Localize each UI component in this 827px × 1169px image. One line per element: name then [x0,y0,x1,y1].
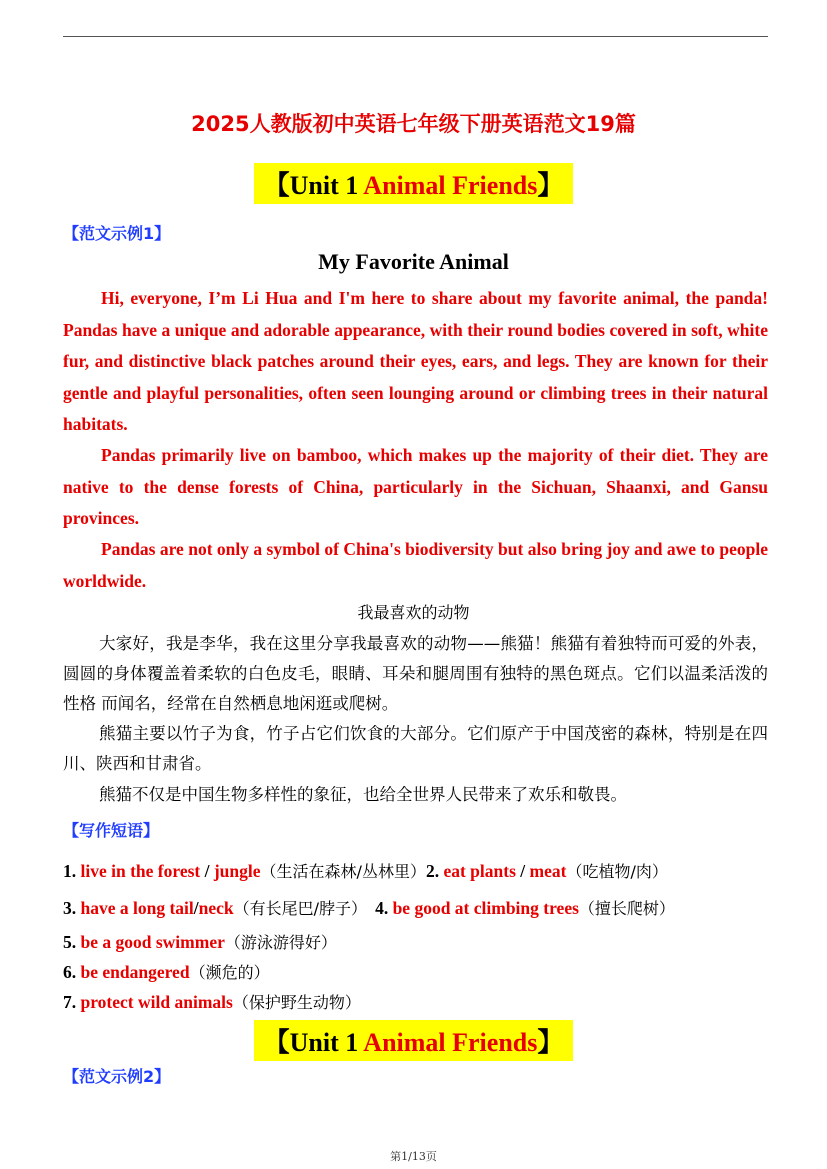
translation-paragraph-3: 熊猫不仅是中国生物多样性的象征，也给全世界人民带来了欢乐和敬畏。 [99,785,627,804]
phrase-5-en: be a good swimmer [80,932,225,952]
phrase-6-num: 6. [63,962,81,982]
document-title: 2025人教版初中英语七年级下册英语范文19篇 [191,112,636,136]
phrase-2-en-b: meat [529,861,567,881]
header-rule [63,36,768,37]
phrase-1-en-b: jungle [213,861,261,881]
phrase-1-num: 1. [63,861,81,881]
phrase-3-sep: / [193,898,199,918]
phrase-2-en-a: eat plants [443,861,516,881]
phrase-1-sep: / [200,861,214,881]
phrase-4-cn: （擅长爬树） [578,899,675,918]
unit-banner-box [254,163,574,204]
unit-banner [0,163,827,204]
phrase-line-2 [63,896,783,919]
phrase-line-1 [63,859,783,882]
phrase-3-en-b: neck [198,898,234,918]
phrase-1-cn: （生活在森林/丛林里） [260,862,426,881]
phrase-3-cn: （有长尾巴/脖子） [233,899,368,918]
example-tag-2: 【范文示例2】 [63,1067,171,1086]
phrase-7-cn: （保护野生动物） [232,993,361,1012]
phrase-6-en: be endangered [80,962,190,982]
phrase-2-cn: （吃植物/肉） [566,862,668,881]
phrase-7-num: 7. [63,992,81,1012]
unit-theme: Animal Friends [363,171,538,200]
essay-paragraph-2: Pandas primarily live on bamboo, which makes up the majority of their diet. They are native to the dense forests of China, particularly in the Sichuan, Shaanxi, and Gansu provinces. [63,445,768,528]
phrase-7-en: protect wild animals [80,992,233,1012]
translation-title: 我最喜欢的动物 [357,603,470,622]
unit-banner-2 [0,1020,827,1061]
phrase-2-sep: / [515,861,530,881]
bracket-right: 】 [537,171,564,200]
translation-paragraph-1: 大家好，我是李华，我在这里分享我最喜欢的动物——熊猫！熊猫有着独特而可爱的外表，圆圆的身体覆盖着柔软的白色皮毛，眼睛、耳朵和腿周围有独特的黑色斑点。它们以温柔活泼的性格 而闻名，经常在自然栖息地闲逛或爬树。 [63,634,768,713]
phrase-2-num: 2. [425,861,444,881]
phrases-tag: 【写作短语】 [63,821,160,840]
bracket-left: 【 [263,171,290,200]
page-number: 第1/13页 [390,1150,437,1163]
phrase-6-cn: （濒危的） [189,963,270,982]
bracket-left-2: 【 [263,1028,290,1057]
phrase-5-cn: （游泳游得好） [224,933,337,952]
bracket-right-2: 】 [537,1028,564,1057]
phrase-line-4 [63,960,783,983]
essay-paragraph-3: Pandas are not only a symbol of China's biodiversity but also bring joy and awe to people worldwide. [63,539,768,591]
phrase-line-3 [63,930,783,953]
phrase-1-en-a: live in the forest [80,861,201,881]
phrase-4-num: 4. [375,898,393,918]
unit-theme-2: Animal Friends [363,1028,538,1057]
unit-banner-2-box [254,1020,574,1061]
unit-label-2: Unit 1 [289,1028,364,1057]
essay-paragraph-1: Hi, everyone, I’m Li Hua and I'm here to share about my favorite animal, the panda! Pandas have a unique and adorable appearance, with their round bodies covered in soft, white fur, and distinctive black patches around their eyes, ears, and legs. They are known for their gentle and playful personalities, often seen lounging around or climbing trees in their natural habitats. [63,288,768,434]
essay-title: My Favorite Animal [318,249,509,274]
phrase-3-num: 3. [63,898,81,918]
phrase-4-en: be good at climbing trees [392,898,579,918]
example-tag-1: 【范文示例1】 [63,224,171,243]
phrase-5-num: 5. [63,932,81,952]
phrase-line-5 [63,990,783,1013]
translation-paragraph-2: 熊猫主要以竹子为食，竹子占它们饮食的大部分。它们原产于中国茂密的森林，特别是在四川、陕西和甘肃省。 [63,724,768,773]
unit-label: Unit 1 [289,171,364,200]
phrase-3-en-a: have a long tail [80,898,194,918]
